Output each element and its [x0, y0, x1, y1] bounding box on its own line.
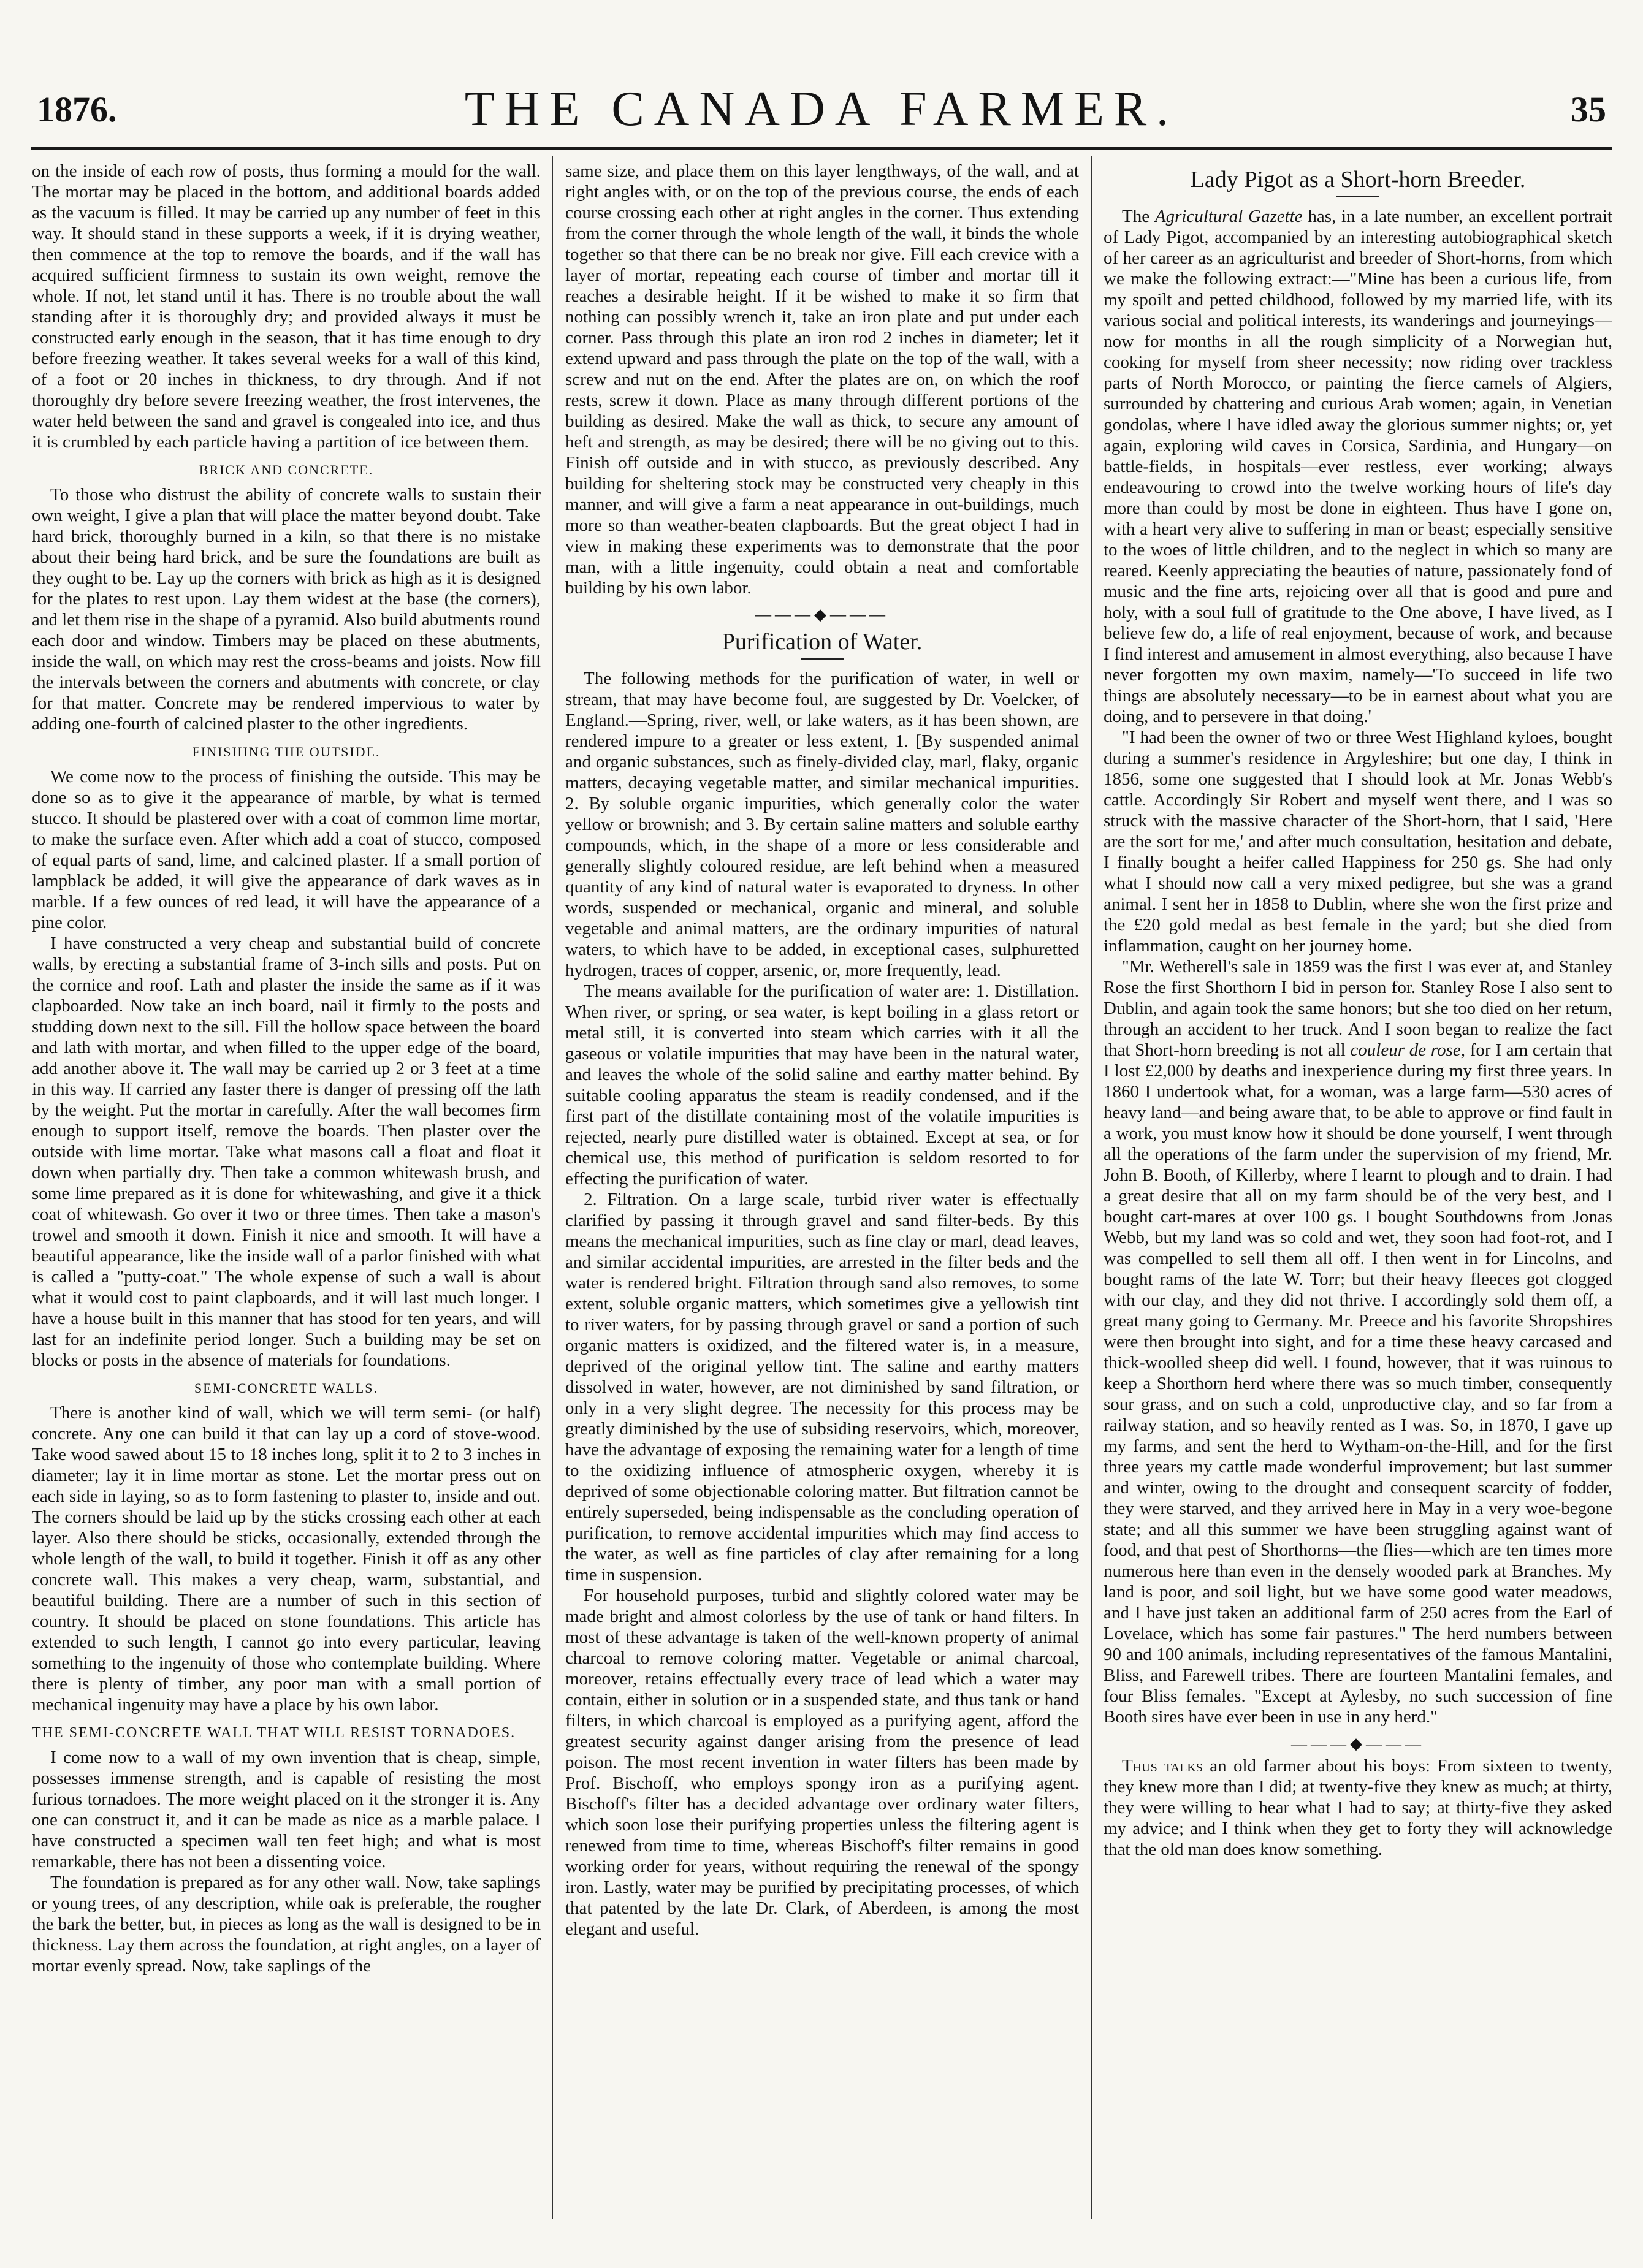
- section-subheading: THE SEMI-CONCRETE WALL THAT WILL RESIST TORNADOES.: [32, 1725, 516, 1741]
- article-title: Lady Pigot as a Short-horn Breeder.: [1190, 167, 1526, 192]
- article-title: Purification of Water.: [722, 629, 923, 655]
- italic-phrase: couleur de rose: [1350, 1040, 1461, 1060]
- text-run: , for I am certain that I lost £2,000 by deaths and inexperience during my first three years. In 1860 I undertook what, for a woman, was a large farm—530 acres of heavy land—and being aware that, to be able to approve or find fault in a work, you must know how it should be done yourself, I went through all the operations of the farm under the supervision of my friend, Mr. John B. Booth, of Killerby, where I learnt to plough and to drain. I had a great desire that all on my farm should be of the very best, and I bought cart-mares at over 100 gs. I bought Southdowns from Jonas Webb, but my land was so cold and wet, they soon had foot-rot, and I was compelled to sell them all off. I then went in for Lincolns, and bought rams of the late W. Torr; but their heavy fleeces got clogged with our clay, and they did not thrive. I accordingly sold them off, a great many going to Germany. Mr. Preece and his favorite Shropshires were then brought into sight, and for a time these heavy carcased and thick-woolled sheep did well. I found, however, that it was ruinous to keep a Shorthorn herd where there was so much timber, consequently sour grass, and on such a cold, unproductive clay, and so far from a railway station, and so heavily rented as I was. So, in 1870, I gave up my farms, and sent the herd to Wytham-on-the-Hill, and for the first three years my cattle made wonderful improvement; but last summer and winter, owing to the drought and consequent scarcity of fodder, they were starved, and they arrived here in May in a very woe-begone state; and all this summer we have been struggling against want of food, and that pest of Shorthorns—the flies—which are ten times more numerous here than even in the densely wooded park at Branches. My land is poor, and soil light, but we have some good water meadows, and I have just taken an additional farm of 250 acres from the Earl of Lovelace, which has some fair pastures." The herd numbers between 90 and 100 animals, including representatives of the famous Mantalini, Bliss, and Farewell tribes. There are fourteen Mantalini females, and four Bliss females. "Except at Aylesby, no such succession of fine Booth sires have ever been in use in any herd.": [1104, 1040, 1612, 1727]
- text-run: The: [1122, 207, 1155, 226]
- paragraph: I have constructed a very cheap and substantial build of concrete walls, by erecting a substantial frame of 3-inch sills and posts. Put on the cornice and roof. Lath and plaster the inside the same as if it was clapboarded. Now take an inch board, nail it firmly to the posts and studding down next to the sill. Fill the hollow space between the board and lath with mortar, and when filled to the upper edge of the board, add another above it. The wall may be carried up 2 or 3 feet at a time in this way. If carried any faster there is danger of pressing off the lath by the weight. Put the mortar in carefully. After the wall becomes firm enough to support itself, remove the boards. Then plaster over the outside with lime mortar. Take what masons call a float and float it down when partially dry. Then take a common whitewash brush, and some lime prepared as it is done for whitewashing, and give it a thick coat of whitewash. Go over it two or three times. Then take a mason's trowel and smooth it down. Finish it nice and smooth. It will have a beautiful appearance, like the inside wall of a parlor finished with what is called a "putty-coat." The whole expense of such a wall is about what it would cost to paint clapboards, and it will last much longer. I have a house built in this manner that has stood for ten years, and will last for an indefinite period longer. Such a building may be set on blocks or posts in the absence of materials for foundations.: [32, 934, 541, 1370]
- section-subheading: BRICK AND CONCRETE.: [199, 462, 374, 478]
- publication-name: Agricultural Gazette: [1154, 207, 1303, 226]
- paragraph: For household purposes, turbid and slightly colored water may be made bright and almost colorless by the use of tank or hand filters. In most of these advantage is taken of the well-known property of animal charcoal to remove coloring matter. Vegetable or animal charcoal, moreover, retains effectually every trace of lead which a water may contain, either in solution or in a suspended state, and thus tank or hand filters, in which charcoal is employed as a purifying agent, afford the greatest security against danger arising from the presence of lead poison. The most recent invention in water filters has been made by Prof. Bischoff, who employs spongy iron as a purifying agent. Bischoff's filter has a decided advantage over ordinary water filters, which soon lose their purifying properties unless the filtering agent is renewed from time to time, whereas Bischoff's filter remains in good working order for years, without requiring the renewal of the spongy iron. Lastly, water may be purified by precipitating processes, of which that patented by the late Dr. Clark, of Aberdeen, is among the most elegant and useful.: [565, 1586, 1079, 1939]
- paragraph: There is another kind of wall, which we will term semi- (or half) concrete. Any one can build it that can lay up a cord of stove-wood. Take wood sawed about 15 to 18 inches long, split it to 2 to 3 inches in diameter; lay it in lime mortar as stone. Let the mortar press out on each side in laying, so as to form fastening to plaster to, inside and out. The corners should be laid up by the sticks crossing each other at each layer. Also there should be sticks, occasionally, extended through the whole length of the wall, to build it together. Finish it off as any other concrete wall. This makes a very cheap, warm, substantial, and beautiful building. There are a number of such in this section of country. It should be placed on stone foundations. This article has extended to such length, I cannot go into every particular, leaving something to the ingenuity of those who contemplate building. Where there is plenty of timber, any poor man with a small portion of mechanical ingenuity may have a place by his own labor.: [32, 1403, 541, 1714]
- page-number: 35: [1571, 89, 1606, 129]
- text-run: an old farmer about his boys: From sixteen to twenty, they knew more than I did; at twenty-five they knew as much; at thirty, they were willing to hear what I had to say; at thirty-five they asked my advice; and I think when they get to forty they will acknowledge that the old man does know something.: [1104, 1756, 1612, 1859]
- paragraph: The foundation is prepared as for any other wall. Now, take saplings or young trees, of any description, while oak is preferable, the rougher the bark the better, but, in pieces as long as the wall is designed to be in thickness. Lay them across the foundation, at right angles, on a layer of mortar evenly spread. Now, take saplings of the: [32, 1873, 541, 1976]
- masthead: [31, 77, 1612, 138]
- paragraph: I come now to a wall of my own invention that is cheap, simple, possesses immense strength, and is capable of resisting the most furious tornadoes. The more weight placed on it the stronger it is. Any one can construct it, and it can be made as nice as a marble palace. I have constructed a specimen wall ten feet high; and what is most remarkable, there has not been a dissenting voice.: [32, 1748, 541, 1871]
- newspaper-title: THE CANADA FARMER.: [464, 82, 1179, 136]
- title-rule: [1336, 196, 1379, 197]
- section-subheading: SEMI-CONCRETE WALLS.: [194, 1380, 378, 1396]
- lead-in: Thus talks: [1122, 1756, 1203, 1776]
- paragraph: on the inside of each row of posts, thus forming a mould for the wall. The mortar may be placed in the bottom, and additional boards added as the vacuum is filled. It may be carried up any number of feet in this way. It should stand in these supports a week, if it is drying weather, then commence at the top to remove the boards, and if the wall has acquired sufficient firmness to sustain its own weight, remove the whole. If not, let stand until it has. There is no trouble about the wall standing after it is thoroughly dry; and provided always it must be constructed early enough in the season, that it has time enough to dry before freezing weather. It takes several weeks for a wall of this kind, of a foot or 20 inches in thickness, to dry through. And if not thoroughly dry before severe freezing weather, the frost intervenes, the water held between the sand and gravel is congealed into ice, and thus it is crumbled by each particle having a partition of ice between them.: [32, 161, 541, 452]
- paragraph: To those who distrust the ability of concrete walls to sustain their own weight, I give a plan that will place the matter beyond doubt. Take hard brick, thoroughly burned in a kiln, so that there is no mistake about their being hard brick, and be sure the foundations are built as they ought to be. Lay up the corners with brick as high as it is designed for the plates to rest upon. Lay them widest at the base (the corners), and let them rise in the shape of a pyramid. Also build abutments round each door and window. Timbers may be placed on these abutments, inside the wall, on which may rest the cross-beams and joists. Now fill the intervals between the corners and abutments with concrete, or clay for that matter. Concrete may be rendered impervious to water by adding one-fourth of calcined plaster to the other ingredients.: [32, 485, 541, 734]
- masthead-rule: [31, 147, 1612, 150]
- paragraph: We come now to the process of finishing the outside. This may be done so as to give it the appearance of marble, by what is termed stucco. It should be plastered over with a coat of common lime mortar, to make the surface even. After which add a coat of stucco, composed of equal parts of sand, lime, and calcined plaster. If a small portion of lampblack be added, it will give the appearance of dark waves as in marble. If a few ounces of red lead, it will have the appearance of a pine color.: [32, 767, 541, 932]
- paragraph: The means available for the purification of water are: 1. Distillation. When river, or spring, or sea water, is kept boiling in a glass retort or metal still, it is converted into steam which carries with it all the gaseous or volatile impurities that may have been in the natural water, and leaves the whole of the solid saline and earthy matter behind. By suitable cooling apparatus the steam is readily condensed, and if the first part of the distillate containing most of the volatile impurities is rejected, nearly pure distilled water is obtained. Except at sea, or for chemical use, this method of purification is seldom resorted to for effecting the purification of water.: [565, 981, 1079, 1189]
- section-ornament: ———◆———: [1291, 1735, 1425, 1752]
- paragraph: [1104, 956, 1612, 1727]
- column-divider: [552, 156, 553, 2219]
- section-ornament: ———◆———: [755, 606, 889, 623]
- column-2: [565, 161, 1079, 2217]
- column-divider: [1091, 156, 1092, 2219]
- paragraph: "I had been the owner of two or three West Highland kyloes, bought during a summer's residence in Argyleshire; but one day, I think in 1856, some one suggested that I should look at Mr. Jonas Webb's cattle. Accordingly Sir Robert and myself went there, and I was so struck with the massive character of the Short-horn, that I said, 'Here are the sort for me,' and after much consultation, hesitation and debate, I finally bought a heifer called Happiness for 250 gs. She had only what I should now call a very mixed pedigree, but she was a grand animal. I sent her in 1858 to Dublin, where she won the first prize and the £20 gold medal as best female in the yard; but she died from inflammation, caught on her journey home.: [1104, 728, 1612, 956]
- paragraph: [1104, 1756, 1612, 1860]
- paragraph: same size, and place them on this layer lengthways, of the wall, and at right angles with, or on the top of the previous course, the ends of each course crossing each other at right angles in the corner. Thus extending from the corner through the whole length of the wall, it binds the whole together so that there can be no break nor give. Fill each crevice with a layer of mortar, repeating each course of timber and mortar till it reaches a desirable height. If it be wished to make it so firm that nothing can possibly wrench it, take an iron plate and put under each corner. Pass through this plate an iron rod 2 inches in diameter; let it extend upward and pass through the plate on the top of the wall, with a screw and nut on the end. After the plates are on, on which the roof rests, screw it down. Place as many through different portions of the building as desired. Make the wall as thick, to secure any amount of heft and strength, as may be desired; there will be no giving out to this. Finish off outside and in with stucco, as previously described. Any building for sheltering stock may be constructed very cheaply in this manner, and will give a farm a neat appearance in out-buildings, much more so than weather-beaten clapboards. But the great object I had in view in making these experiments was to demonstrate that the poor man, with a little ingenuity, could obtain a neat and comfortable building by his own labor.: [565, 161, 1079, 598]
- column-1: [32, 161, 541, 2217]
- text-run: "Mr. Wetherell's sale in 1859 was the first I was ever at, and Stanley Rose the first Shorthorn I bid in person for. Stanley Rose I also sent to Dublin, and again took the same honors; but she too died on her return, through an accident to her truck. And I soon began to realize the fact that Short-horn breeding is not all: [1104, 957, 1612, 1060]
- paragraph: 2. Filtration. On a large scale, turbid river water is effectually clarified by passing it through gravel and sand filter-beds. By this means the mechanical impurities, such as fine clay or marl, dead leaves, and similar accidental impurities, are arrested in the filter beds and the water is rendered bright. Filtration through sand also removes, to some extent, soluble organic matters, which sometimes give a yellowish tint to river waters, for by passing through gravel or sand a portion of such organic matters is oxidized, and the filtered water is, in a measure, deprived of the original yellow tint. The saline and earthy matters dissolved in water, however, are not diminished by sand filtration, or only in a very slight degree. The necessity for this process may be greatly diminished by the use of subsiding reservoirs, which, moreover, have the advantage of exposing the remaining water for a length of time to the oxidizing influence of atmospheric oxygen, whereby it is deprived of some objectionable coloring matter. But filtration cannot be entirely superseded, being indispensable as the concluding operation of purification, to remove accidental impurities which may find access to the water, as well as fine particles of clay after remaining for a long time in suspension.: [565, 1190, 1079, 1585]
- issue-year: 1876.: [37, 89, 117, 129]
- title-rule: [801, 658, 844, 660]
- paragraph: The following methods for the purification of water, in well or stream, that may have become foul, are suggested by Dr. Voelcker, of England.—Spring, river, well, or lake waters, as it has been shown, are rendered impure to a greater or less extent, 1. [By suspended animal and organic substances, such as finely-divided clay, marl, flaky, organic matters, decaying vegetable matter, and similar mechanical impurities. 2. By soluble organic impurities, which generally color the water yellow or brownish; and 3. By certain saline matters and soluble earthy compounds, which, in the shape of a more or less considerable and generally slightly coloured residue, are left behind when a measured quantity of any kind of natural water is evaporated to dryness. In other words, suspended or mechanical, organic and mineral, and soluble vegetable and animal matters, are the ordinary impurities of natural waters, to which have to be added, in exceptional cases, sulphuretted hydrogen, traces of copper, arsenic, or, more frequently, lead.: [565, 669, 1079, 980]
- section-subheading: FINISHING THE OUTSIDE.: [192, 744, 381, 759]
- text-run: has, in a late number, an excellent portrait of Lady Pigot, accompanied by an interesting autobiographical sketch of her career as an agriculturist and breeder of Short-horns, from which we make the following extract:—"Mine has been a curious life, from my spoilt and petted childhood, followed by my married life, with its various social and political interests, its wanderings and journeyings—now for months in all the rough simplicity of a Norwegian hut, cooking for myself from sheer necessity; now riding over trackless parts of North Morocco, or painting the fierce camels of Algiers, surrounded by chattering and curious Arab women; again, in Venetian gondolas, where I have idled away the glorious summer nights; or, yet again, exploring wild caves in Corsica, Sardinia, and Hungary—on battle-fields, in hospitals—ever restless, ever working; always endeavouring to crowd into the twelve working hours of life's day more than could by most be done in eighteen. Thus have I gone on, with a heart very alive to suffering in man or beast; especially sensitive to the woes of little children, and to the neglect in which so many are reared. Keenly appreciating the beauties of nature, passionately fond of music and the fine arts, rejoicing over all that is good and pure and holy, with a soul full of gratitude to the One above, I have lived, as I believe few do, a life of real enjoyment, because of work, and because I find interest and amusement in almost everything, also because I have never forgotten my own maxim, namely—'To succeed in life two things are absolutely necessary—to be in earnest about what you are doing, and to persevere in that doing.': [1104, 207, 1612, 726]
- column-3: [1104, 161, 1612, 2217]
- paragraph: [1104, 206, 1612, 727]
